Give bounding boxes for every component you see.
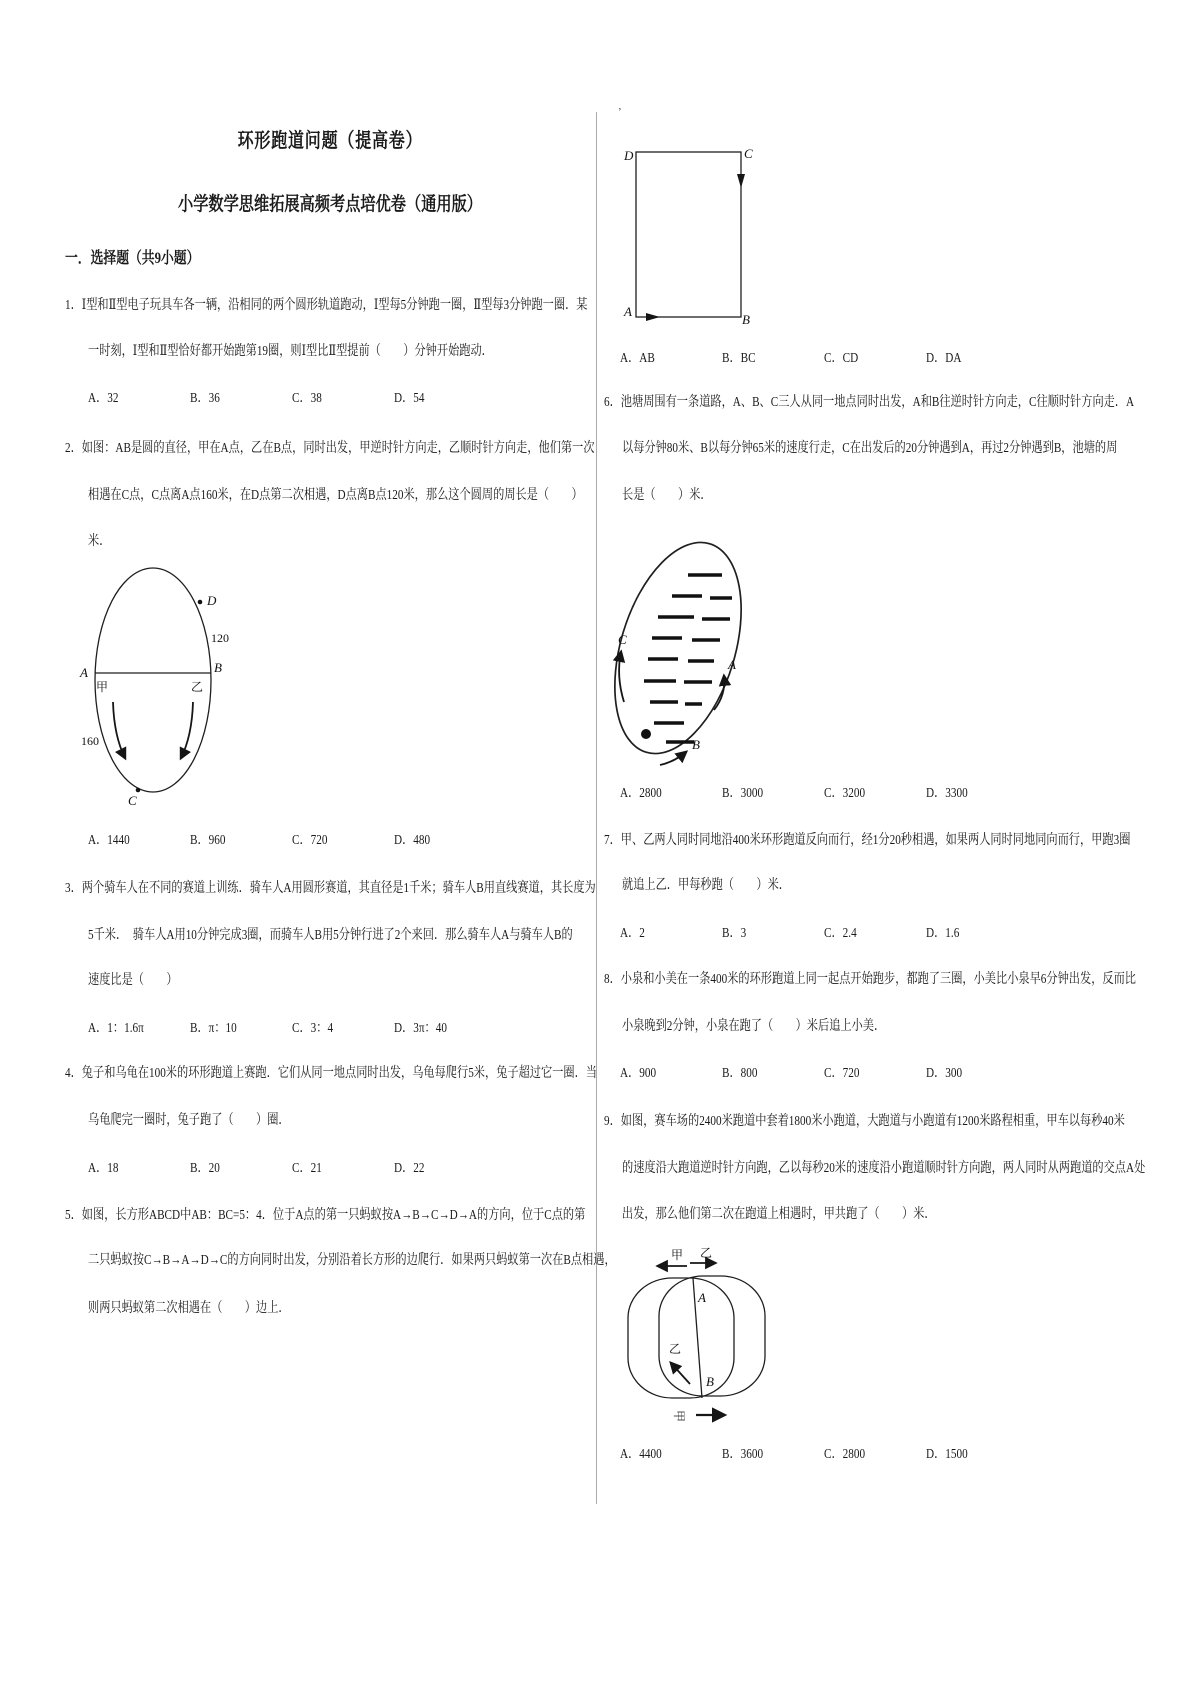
rectangle-diagram (620, 136, 755, 336)
question-5-line-2: 二只蚂蚁按C→B→A→D→C的方向同时出发，分别沿着长方形的边爬行．如果两只蚂蚁第一次在B点相遇， (88, 1253, 616, 1268)
question-1-options (88, 390, 496, 408)
pond-diagram (610, 518, 756, 774)
scan-artifact: ’ (618, 106, 622, 118)
question-4-option-a: A．18 (88, 1161, 119, 1176)
tracks-diagram (618, 1242, 778, 1442)
start-point-dot (641, 729, 651, 739)
question-9-line-1: 9．如图，赛车场的2400米跑道中套着1800米小跑道，大跑道与小跑道有1200米路程相重，甲车以每秒40米 (604, 1114, 1125, 1129)
water-lines (644, 575, 732, 742)
question-5-option-c: C．CD (824, 351, 859, 366)
question-3-option-a: A．1：1.6π (88, 1021, 144, 1036)
question-6-option-d: D．3300 (926, 786, 968, 801)
question-5-option-a: A．AB (620, 351, 655, 366)
rect-label-c: C (744, 146, 753, 161)
question-6-line-2: 以每分钟80米、B以每分钟65米的速度行走，C在出发后的20分钟遇到A，再过2分钟遇到B，池塘的周 (622, 441, 1118, 456)
question-2-option-b: B．960 (190, 833, 226, 848)
question-4-option-b: B．20 (190, 1161, 220, 1176)
question-3-option-c: C．3：4 (292, 1021, 334, 1036)
question-1-option-d: D．54 (394, 391, 425, 406)
question-4-option-d: D．22 (394, 1161, 425, 1176)
walker-b-arrow (660, 752, 686, 765)
bottom-edge-arrow (646, 313, 660, 321)
tracks-label-yi-inner: 乙 (669, 1342, 682, 1356)
question-3-line-1: 3．两个骑车人在不同的赛道上训练．骑车人A用圆形赛道，其直径是1千米；骑车人B用直线赛道，其长度为 (65, 881, 596, 896)
question-8-line-2: 小泉晚到2分钟，小泉在跑了（ ）米后追上小美． (622, 1019, 886, 1034)
question-6-option-a: A．2800 (620, 786, 662, 801)
rect-label-d: D (624, 148, 634, 163)
circle-dist-db: 120 (211, 631, 229, 645)
question-9-option-b: B．3600 (722, 1447, 764, 1462)
tracks-label-yi-top: 乙 (700, 1246, 713, 1260)
question-9-option-a: A．4400 (620, 1447, 662, 1462)
question-3-line-2: 5千米． 骑车人A用10分钟完成3圈，而骑车人B用5分钟行进了2个来回．那么骑车人A与骑车人B的 (88, 928, 573, 943)
circle-label-yi: 乙 (191, 680, 204, 694)
question-8-options (620, 1065, 1028, 1083)
question-7-option-d: D．1.6 (926, 926, 960, 941)
question-4-line-1: 4．兔子和乌龟在100米的环形跑道上赛跑．它们从同一地点同时出发，乌龟每爬行5米，兔子超过它一圈．当 (65, 1066, 597, 1081)
yi-direction-arrow (181, 702, 193, 758)
question-4-option-c: C．21 (292, 1161, 322, 1176)
question-6-option-c: C．3200 (824, 786, 866, 801)
circle-label-c: C (128, 793, 137, 808)
question-2-option-a: A．1440 (88, 833, 130, 848)
question-5-line-1: 5．如图，长方形ABCD中AB：BC=5：4．位于A点的第一只蚂蚁按A→B→C→D→A的方向，位于C点的第 (65, 1208, 586, 1223)
question-9-line-2: 的速度沿大跑道逆时针方向跑，乙以每秒20米的速度沿小跑道顺时针方向跑，两人同时从两跑道的交点A处 (622, 1161, 1146, 1176)
rect-label-b: B (742, 312, 750, 327)
tracks-label-jia-bottom: 甲 (672, 1410, 686, 1423)
right-column (604, 0, 1146, 1684)
question-2-option-c: C．720 (292, 833, 328, 848)
circle-label-jia: 甲 (96, 680, 109, 694)
question-9-options (620, 1446, 1028, 1464)
circle-dist-ca: 160 (81, 734, 99, 748)
question-1-option-a: A．32 (88, 391, 119, 406)
point-d-dot (198, 600, 203, 605)
question-7-option-b: B．3 (722, 926, 747, 941)
question-7-option-a: A．2 (620, 926, 645, 941)
question-2-option-d: D．480 (394, 833, 431, 848)
circle-label-a: A (80, 665, 88, 680)
question-3-option-d: D．3π：40 (394, 1021, 447, 1036)
question-1-option-c: C．38 (292, 391, 322, 406)
question-9-option-d: D．1500 (926, 1447, 968, 1462)
circle-diagram (78, 552, 228, 812)
question-1-line-2: 一时刻，Ⅰ型和Ⅱ型恰好都开始跑第19圈，则Ⅰ型比Ⅱ型提前（ ）分钟开始跑动． (88, 344, 493, 359)
question-8-option-d: D．300 (926, 1066, 963, 1081)
left-column (65, 0, 616, 1684)
question-3-line-3: 速度比是（ ） (88, 973, 178, 988)
question-8-option-b: B．800 (722, 1066, 758, 1081)
column-divider (596, 112, 597, 1504)
circle-label-d: D (207, 593, 217, 608)
question-6-options (620, 785, 1028, 803)
right-edge-arrow (737, 174, 745, 188)
question-3-options (88, 1020, 496, 1038)
question-3-option-b: B．π：10 (190, 1021, 237, 1036)
question-7-line-2: 就追上乙．甲每秒跑（ ）米． (622, 878, 790, 893)
question-8-option-c: C．720 (824, 1066, 860, 1081)
question-5-options (620, 350, 1028, 368)
walker-c-arrow (619, 652, 624, 702)
section-heading: 一．选择题（共9小题） (65, 250, 200, 267)
question-6-option-b: B．3000 (722, 786, 764, 801)
question-1-line-1: 1．Ⅰ型和Ⅱ型电子玩具车各一辆，沿相同的两个圆形轨道跑动，Ⅰ型每5分钟跑一圈，Ⅱ型每3分钟跑一圈．某 (65, 298, 588, 313)
question-6-line-1: 6．池塘周围有一条道路，A、B、C三人从同一地点同时出发，A和B往逆时针方向走，C往顺时针方向走．A (604, 395, 1135, 410)
pond-label-c: C (618, 632, 627, 647)
pond-label-a: A (728, 657, 736, 672)
rect-label-a: A (624, 304, 632, 319)
question-5-option-b: B．BC (722, 351, 756, 366)
question-4-options (88, 1160, 496, 1178)
page-title: 环形跑道问题（提高卷） (237, 130, 423, 152)
question-8-option-a: A．900 (620, 1066, 657, 1081)
tracks-label-a: A (698, 1290, 706, 1305)
question-2-line-1: 2．如图：AB是圆的直径，甲在A点，乙在B点，同时出发，甲逆时针方向走，乙顺时针方向走，他们第一次 (65, 441, 595, 456)
pond-outline (592, 527, 765, 769)
question-9-line-3: 出发，那么他们第二次在跑道上相遇时，甲共跑了（ ）米． (622, 1207, 936, 1222)
question-2-options (88, 832, 496, 850)
question-7-option-c: C．2.4 (824, 926, 857, 941)
tracks-label-b: B (706, 1374, 714, 1389)
pond-label-b: B (692, 737, 700, 752)
circle-label-b: B (214, 660, 222, 675)
question-7-line-1: 7．甲、乙两人同时同地沿400米环形跑道反向而行，经1分20秒相遇，如果两人同时同地同向而行，甲跑3圈 (604, 833, 1131, 848)
jia-direction-arrow (113, 702, 125, 758)
question-9-option-c: C．2800 (824, 1447, 866, 1462)
rectangle-outline (636, 152, 741, 317)
question-8-line-1: 8．小泉和小美在一条400米的环形跑道上同一起点开始跑步，都跑了三圈，小美比小泉早6分钟出发，反而比 (604, 972, 1136, 987)
yi-inner-arrow (671, 1363, 690, 1384)
big-track-outline (628, 1278, 734, 1398)
question-2-line-2: 相遇在C点，C点离A点160米，在D点第二次相遇，D点离B点120米，那么这个圆周的周长是（ ） (88, 488, 583, 503)
tracks-label-jia-top: 甲 (671, 1248, 684, 1262)
page-subtitle: 小学数学思维拓展高频考点培优卷（通用版） (177, 194, 483, 215)
question-5-line-3: 则两只蚂蚁第二次相遇在（ ）边上． (88, 1301, 290, 1316)
question-1-option-b: B．36 (190, 391, 220, 406)
point-c-dot (136, 788, 141, 793)
question-4-line-2: 乌龟爬完一圈时，兔子跑了（ ）圈． (88, 1113, 290, 1128)
question-5-option-d: D．DA (926, 351, 962, 366)
question-2-line-3: 米． (88, 534, 111, 549)
question-7-options (620, 925, 1028, 943)
question-6-line-3: 长是（ ）米． (622, 488, 712, 503)
